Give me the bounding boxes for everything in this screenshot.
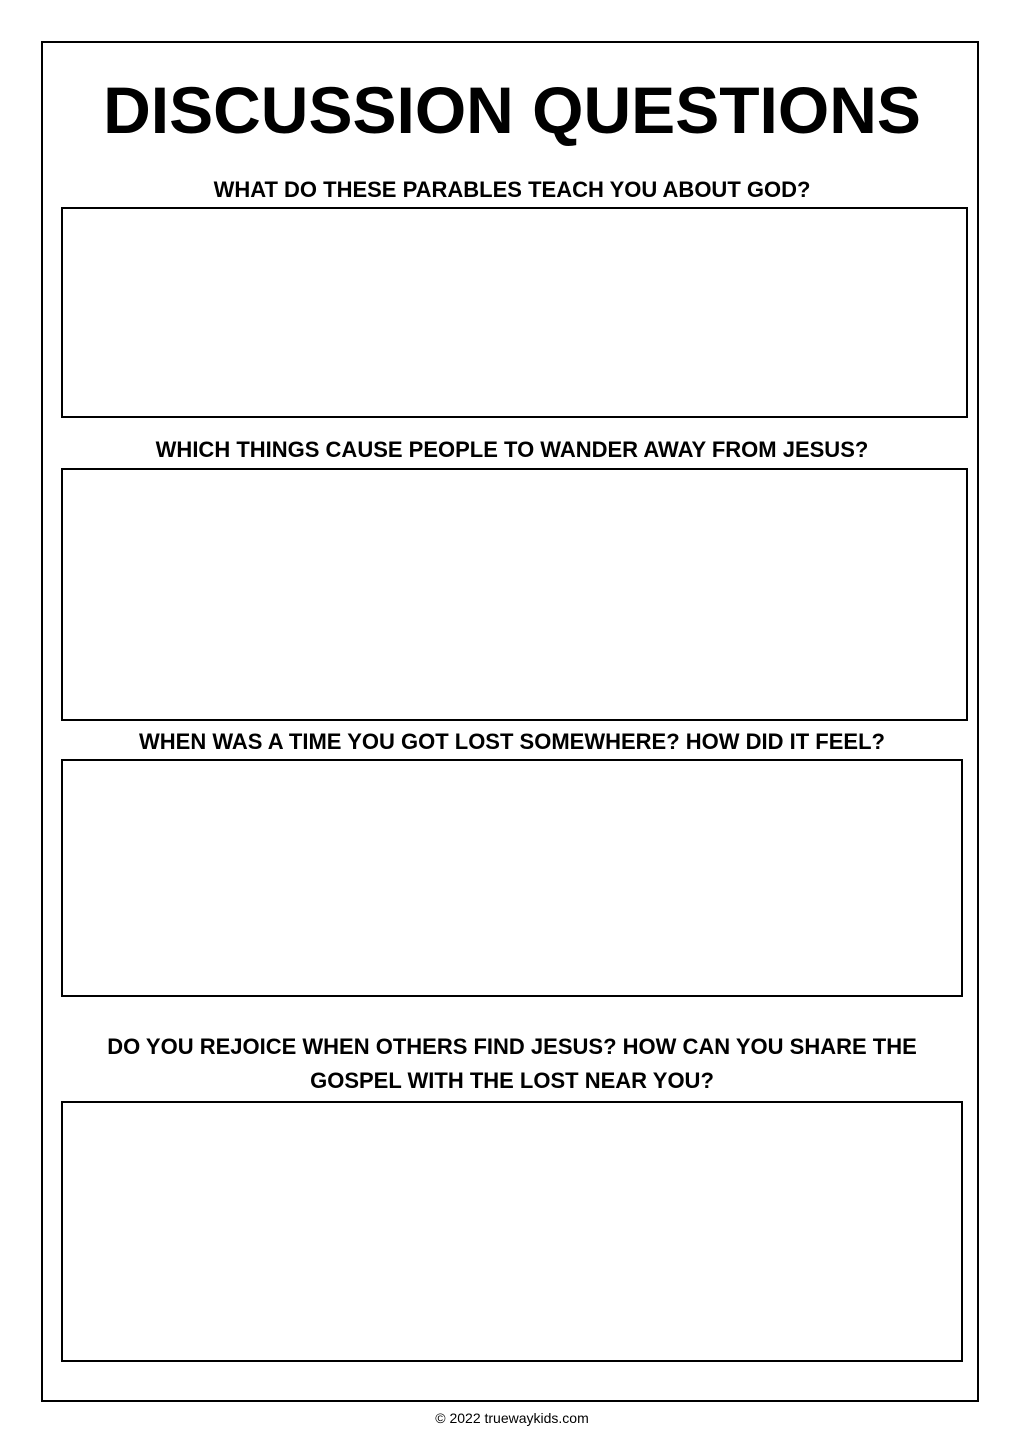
answer-box-1[interactable] [61, 207, 968, 418]
question-2: WHICH THINGS CAUSE PEOPLE TO WANDER AWAY FROM JESUS? [155, 437, 869, 462]
question-3: WHEN WAS A TIME YOU GOT LOST SOMEWHERE? HOW DID IT FEEL? [139, 729, 885, 754]
copyright-footer: © 2022 truewaykids.com [435, 1410, 589, 1426]
page-title: DISCUSSION QUESTIONS [103, 73, 921, 147]
answer-box-2[interactable] [61, 468, 968, 721]
answer-box-3[interactable] [61, 759, 963, 997]
question-4: DO YOU REJOICE WHEN OTHERS FIND JESUS? HOW CAN YOU SHARE THE GOSPEL WITH THE LOST NEAR YOU? [107, 1034, 917, 1093]
question-1: WHAT DO THESE PARABLES TEACH YOU ABOUT GOD? [213, 177, 811, 202]
answer-box-4[interactable] [61, 1101, 963, 1362]
